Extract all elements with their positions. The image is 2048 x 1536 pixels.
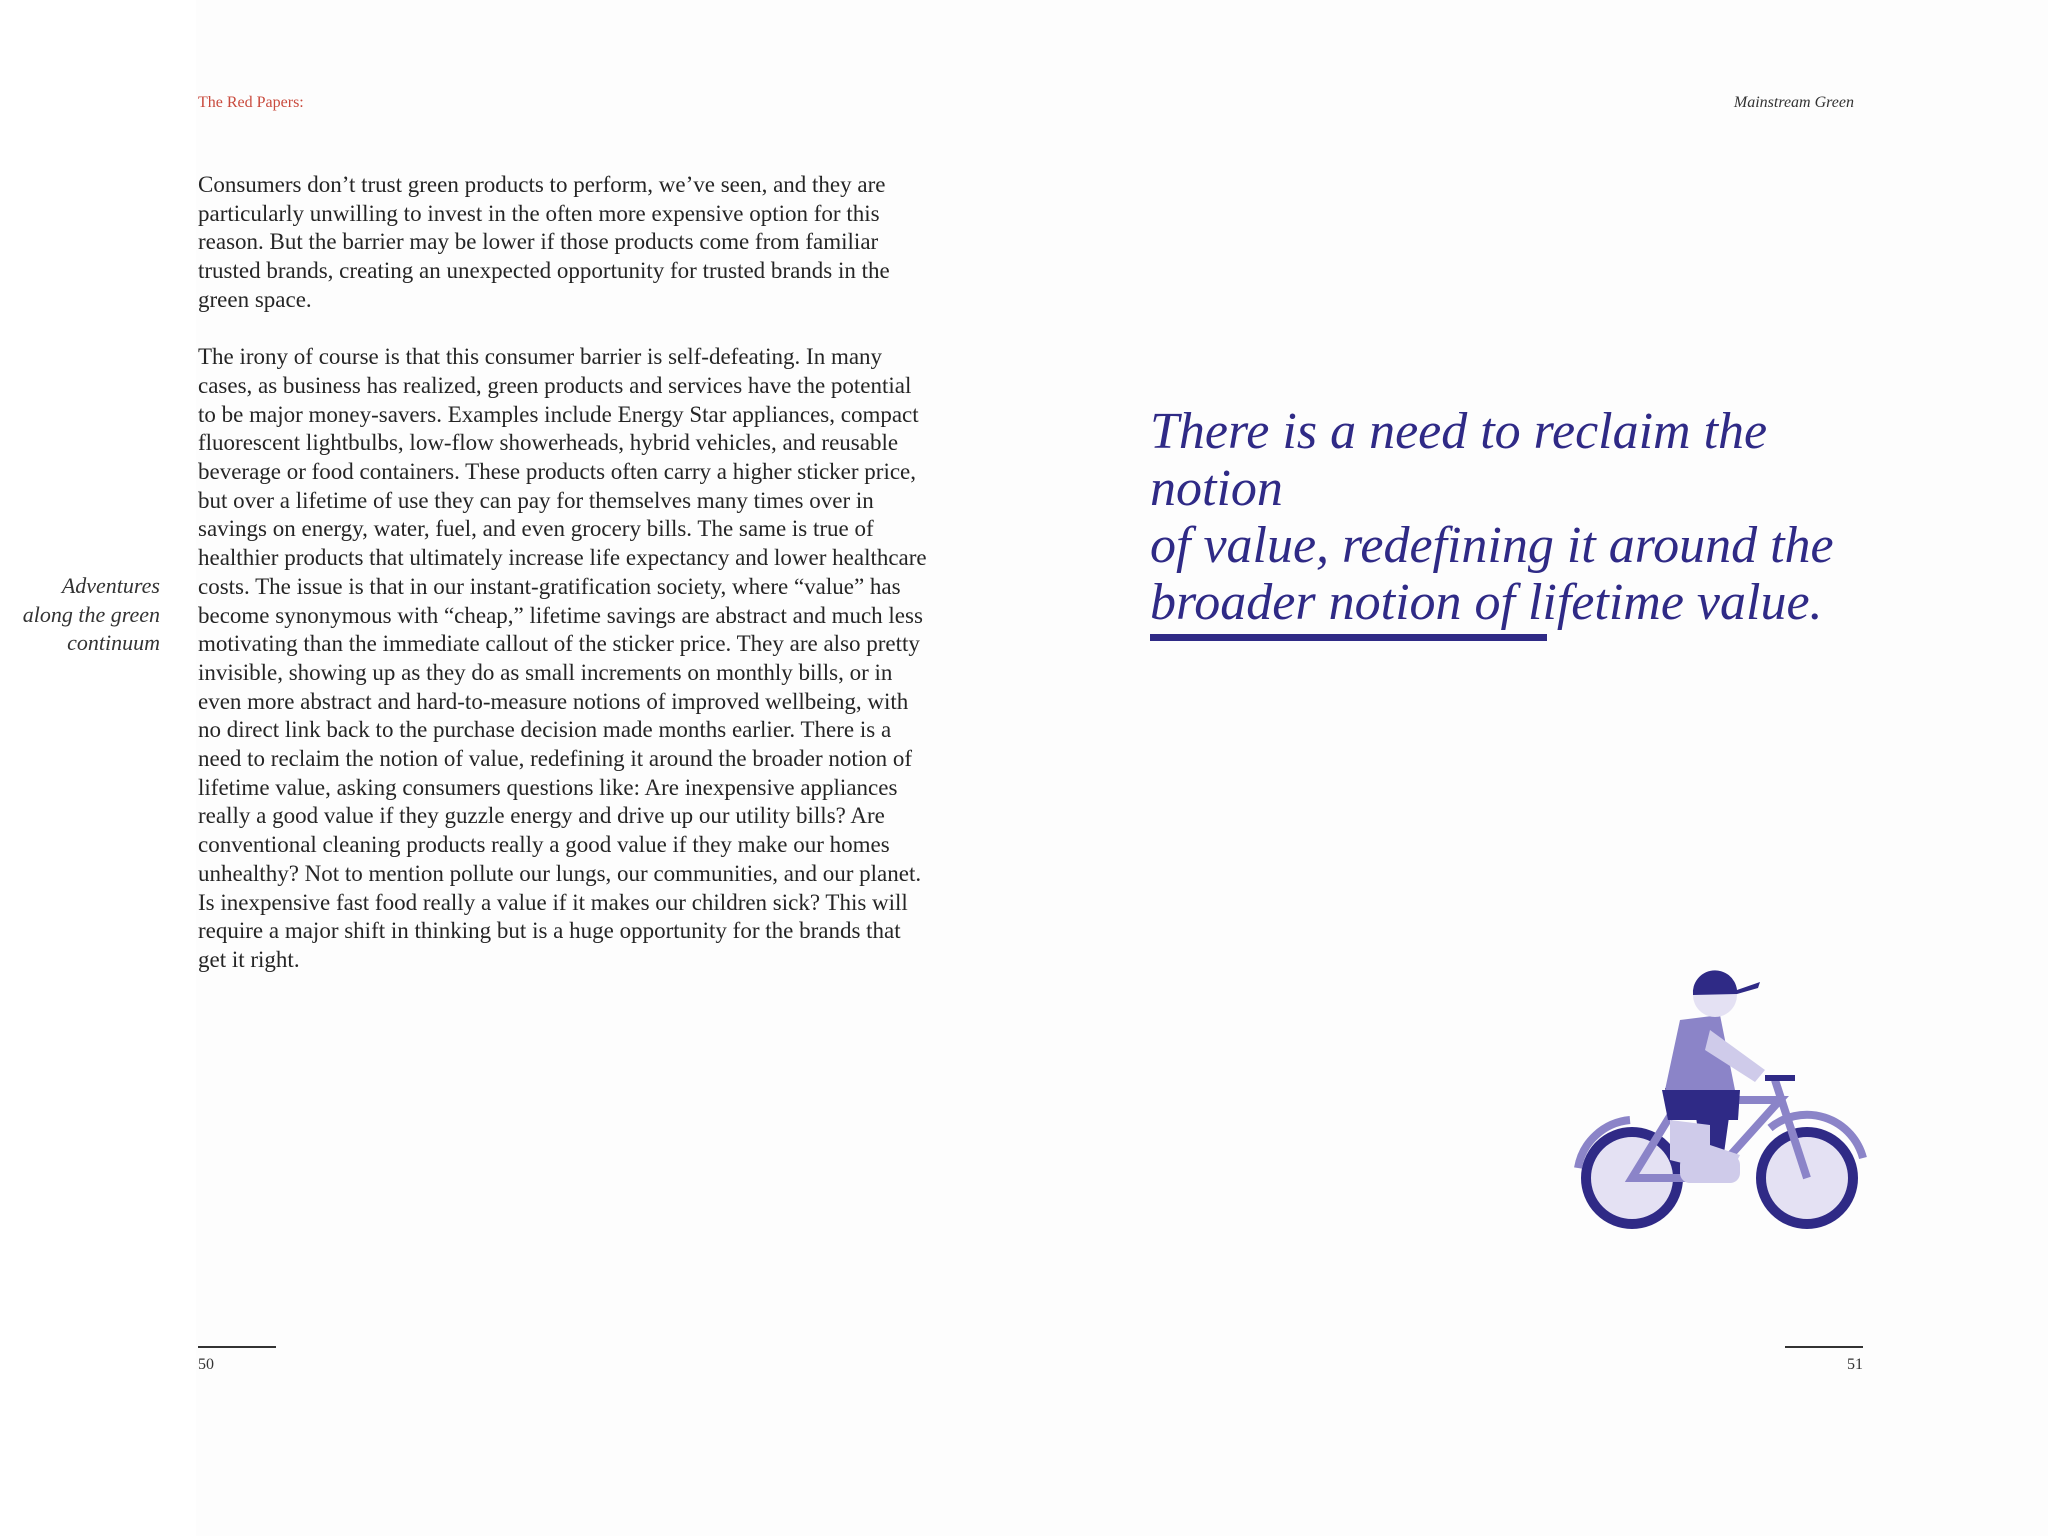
running-head-left: The Red Papers: — [198, 94, 304, 111]
side-note — [20, 572, 160, 658]
paragraph-2: The irony of course is that this consumer barrier is self-defeating. In many cases, as business has realized, green products and services have the potential to be major money-savers. Examples include Energy Star appliances, compact fluorescent lightbulbs, low-flow showerheads, hybrid vehicles, and reusable beverage or food containers. These products often carry a higher sticker price, but over a lifetime of use they can pay for themselves many times over in savings on energy, water, fuel, and even grocery bills. The same is true of healthier products that ultimately increase life expectancy and lower healthcare costs. The issue is that in our instant-gratification society, where “value” has become synonymous with “cheap,” lifetime savings are abstract and much less motivating than the immediate callout of the sticker price. They are also pretty invisible, showing up as they do as small increments on monthly bills, or in even more abstract and hard-to-measure notions of improved wellbeing, with no direct link back to the purchase decision made months earlier. There is a need to reclaim the notion of value, redefining it around the broader notion of lifetime value, asking consumers questions like: Are inexpensive appliances really a good value if they guzzle energy and drive up our utility bills? Are conventional cleaning products really a good value if they make our homes unhealthy? Not to mention pollute our lungs, our communities, and our planet. Is inexpensive fast food really a value if it makes our children sick? This will require a major shift in thinking but is a huge opportunity for the brands that get it right. — [198, 344, 927, 972]
pull-quote-rule — [1150, 634, 1547, 641]
pull-quote — [1150, 403, 1840, 631]
folio-rule-left — [198, 1346, 276, 1348]
paragraph-1: Consumers don’t trust green products to perform, we’ve seen, and they are particularly unwilling to invest in the often more expensive option for this reason. But the barrier may be lower if those products come from familiar trusted brands, creating an unexpected opportunity for trusted brands in the green space. — [198, 172, 890, 312]
pull-quote-line-3: broader notion of lifetime value. — [1150, 574, 1823, 631]
pull-quote-line-2: of value, redefining it around the — [1150, 517, 1834, 574]
running-head-right: Mainstream Green — [1733, 94, 1854, 111]
pull-quote-line-1: There is a need to reclaim the notion — [1150, 403, 1768, 517]
page-number-right: 51 — [1847, 1356, 1863, 1373]
body-text — [198, 171, 928, 1003]
folio-rule-right — [1785, 1346, 1863, 1348]
side-note-line-1: Adventures — [61, 573, 160, 598]
side-note-line-2: along the green — [22, 601, 160, 627]
side-note-line-3: continuum — [67, 630, 160, 656]
right-page — [1024, 0, 2048, 1536]
page-number-left: 50 — [198, 1356, 214, 1373]
cyclist-illustration — [1570, 960, 1870, 1240]
